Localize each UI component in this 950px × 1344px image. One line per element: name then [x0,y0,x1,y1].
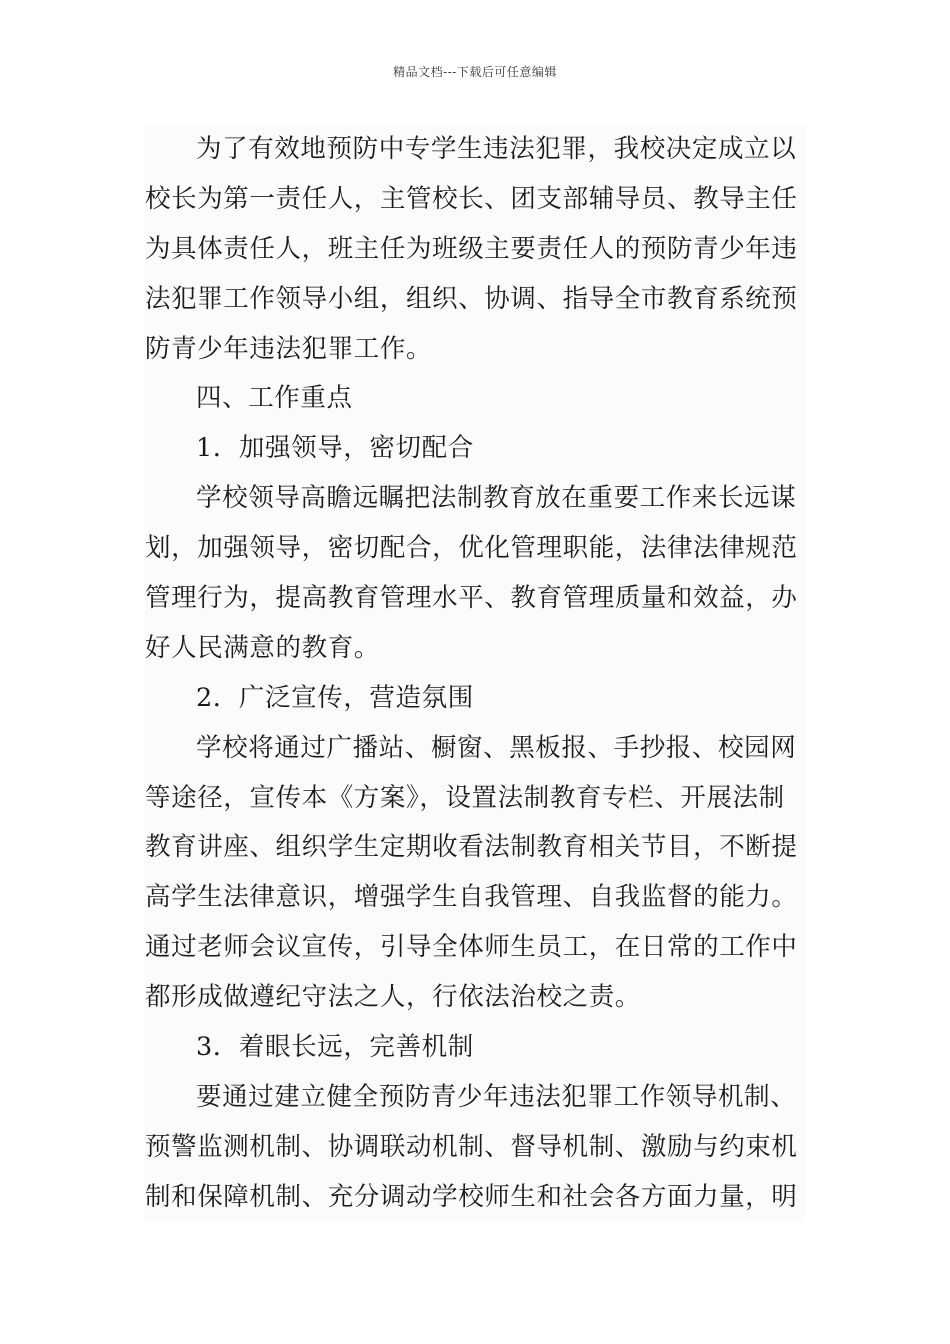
text-line: 都形成做遵纪守法之人，行依法治校之责。 [145,982,641,1013]
text-line: 高学生法律意识，增强学生自我管理、自我监督的能力。 [145,882,798,913]
text-line: 通过老师会议宣传，引导全体师生员工，在日常的工作中 [145,932,798,963]
subsection-heading: 3．着眼长远，完善机制 [196,1032,474,1063]
text-line: 要通过建立健全预防青少年违法犯罪工作领导机制、 [196,1081,797,1112]
text-line: 为具体责任人，班主任为班级主要责任人的预防青少年违 [145,233,798,264]
text-line: 为了有效地预防中专学生违法犯罪，我校决定成立以 [196,134,797,164]
subsection-heading: 2．广泛宣传，营造氛围 [196,682,474,713]
text-line: 法犯罪工作领导小组，组织、协调、指导全市教育系统预 [145,283,798,314]
text-line: 等途径，宣传本《方案》，设置法制教育专栏、开展法制 [145,782,785,813]
text-line: 防青少年违法犯罪工作。 [145,333,433,364]
document-body [145,125,805,1222]
text-line: 制和保障机制、充分调动学校师生和社会各方面力量，明 [145,1181,798,1212]
text-line: 好人民满意的教育。 [145,632,380,663]
text-line: 校长为第一责任人，主管校长、团支部辅导员、教导主任 [145,183,798,214]
section-heading: 四、工作重点 [196,383,353,414]
text-line: 学校领导高瞻远瞩把法制教育放在重要工作来长远谋 [196,483,797,514]
text-line: 教育讲座、组织学生定期收看法制教育相关节目，不断提 [145,832,798,863]
page-header: 精品文档---下载后可任意编辑 [393,65,557,79]
subsection-heading: 1．加强领导，密切配合 [196,433,474,464]
text-line: 管理行为，提高教育管理水平、教育管理质量和效益，办 [145,583,798,614]
text-line: 划，加强领导，密切配合，优化管理职能，法律法律规范 [145,533,798,564]
text-line: 学校将通过广播站、橱窗、黑板报、手抄报、校园网 [196,732,797,763]
text-line: 预警监测机制、协调联动机制、督导机制、激励与约束机 [145,1131,798,1162]
